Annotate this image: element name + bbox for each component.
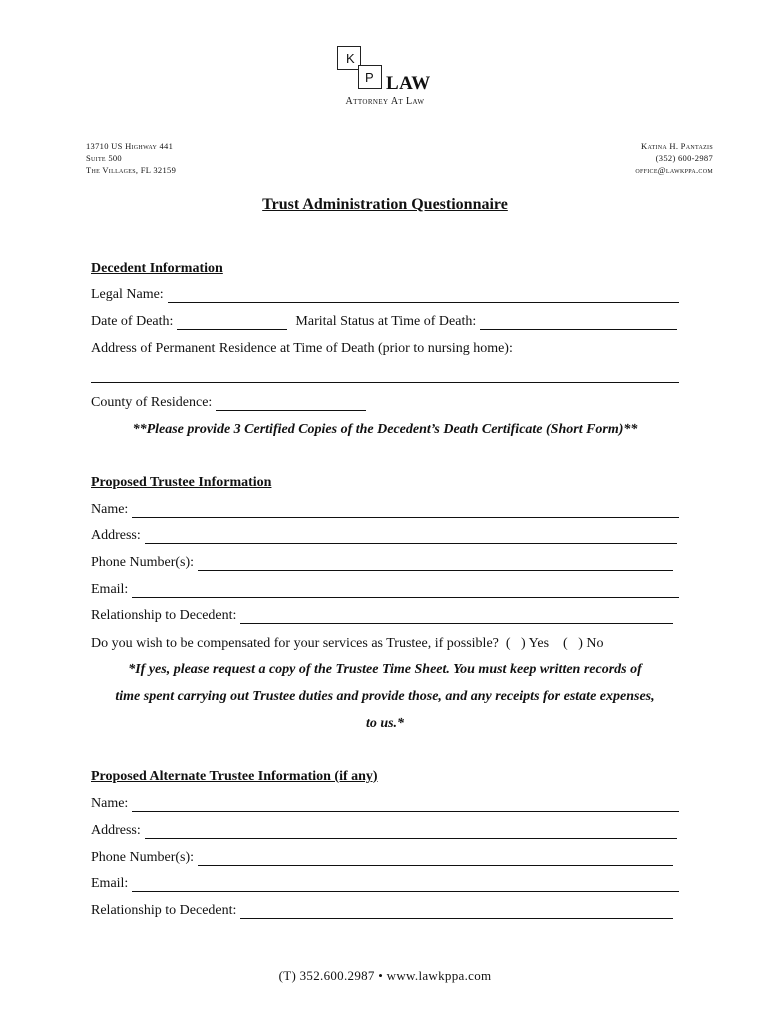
decedent-legal-name-row bbox=[91, 287, 679, 303]
alt-trustee-relationship-field[interactable] bbox=[240, 904, 673, 919]
attorney-name: Katina H. Pantazis bbox=[641, 141, 713, 151]
trustee-name-row bbox=[91, 502, 679, 518]
trustee-name-field[interactable] bbox=[132, 503, 679, 518]
trustee-address-row bbox=[91, 528, 677, 544]
trustee-email-field[interactable] bbox=[132, 583, 679, 598]
trustee-phone-label: Phone Number(s): bbox=[91, 555, 195, 570]
legal-name-label: Legal Name: bbox=[91, 287, 164, 302]
trustee-relationship-label: Relationship to Decedent: bbox=[91, 608, 237, 623]
trustee-email-row bbox=[91, 582, 679, 598]
alt-trustee-email-field[interactable] bbox=[132, 877, 679, 892]
alt-trustee-phone-field[interactable] bbox=[198, 851, 673, 866]
logo-letter-k: K bbox=[346, 51, 355, 66]
attorney-phone: (352) 600-2987 bbox=[655, 153, 713, 163]
alt-trustee-email-label: Email: bbox=[91, 876, 129, 891]
firm-tagline: Attorney At Law bbox=[345, 96, 425, 107]
alternate-trustee-section-heading: Proposed Alternate Trustee Information (if any) bbox=[91, 769, 378, 784]
marital-status-label: Marital Status at Time of Death: bbox=[295, 314, 477, 329]
alt-trustee-email-row bbox=[91, 876, 679, 892]
alt-trustee-address-row bbox=[91, 823, 677, 839]
trustee-phone-field[interactable] bbox=[198, 556, 673, 571]
address-line-3: The Villages, FL 32159 bbox=[86, 165, 177, 175]
trustee-relationship-row bbox=[91, 608, 673, 624]
county-field[interactable] bbox=[216, 396, 366, 411]
time-sheet-notice-line-3: to us.* bbox=[365, 716, 405, 731]
alt-trustee-relationship-label: Relationship to Decedent: bbox=[91, 903, 237, 918]
attorney-email: office@lawkppa.com bbox=[635, 165, 713, 175]
compensation-row bbox=[91, 636, 603, 652]
alt-trustee-address-label: Address: bbox=[91, 823, 141, 838]
alt-trustee-phone-label: Phone Number(s): bbox=[91, 850, 195, 865]
address-line-2: Suite 500 bbox=[86, 153, 122, 163]
decedent-death-row bbox=[91, 314, 677, 330]
trustee-address-field[interactable] bbox=[145, 529, 677, 544]
time-sheet-notice-line-2: time spent carrying out Trustee duties and provide those, and any receipts for estate expenses, bbox=[115, 689, 655, 704]
address-line-1: 13710 US Highway 441 bbox=[86, 141, 174, 151]
alt-trustee-relationship-row bbox=[91, 903, 673, 919]
decedent-section-heading: Decedent Information bbox=[91, 261, 223, 276]
permanent-residence-field[interactable] bbox=[91, 382, 679, 383]
page-footer: (T) 352.600.2987 • www.lawkppa.com bbox=[278, 968, 492, 983]
decedent-county-row bbox=[91, 395, 366, 411]
legal-name-field[interactable] bbox=[168, 288, 679, 303]
county-label: County of Residence: bbox=[91, 395, 213, 410]
trustee-name-label: Name: bbox=[91, 502, 129, 517]
logo-letter-p: P bbox=[365, 70, 374, 85]
alt-trustee-address-field[interactable] bbox=[145, 824, 677, 839]
date-of-death-field[interactable] bbox=[177, 315, 287, 330]
alt-trustee-phone-row bbox=[91, 850, 673, 866]
time-sheet-notice-line-1: *If yes, please request a copy of the Trustee Time Sheet. You must keep written records of bbox=[128, 662, 642, 677]
trustee-section-heading: Proposed Trustee Information bbox=[91, 475, 272, 490]
date-of-death-label: Date of Death: bbox=[91, 314, 174, 329]
trustee-address-label: Address: bbox=[91, 528, 141, 543]
trustee-relationship-field[interactable] bbox=[240, 609, 673, 624]
attorney-contact bbox=[635, 140, 713, 176]
permanent-residence-label: Address of Permanent Residence at Time of Death (prior to nursing home): bbox=[91, 341, 513, 356]
logo-law-text: LAW bbox=[386, 73, 431, 94]
decedent-address-row bbox=[91, 341, 513, 357]
document-title: Trust Administration Questionnaire bbox=[262, 196, 508, 213]
firm-logo bbox=[337, 46, 447, 94]
trustee-phone-row bbox=[91, 555, 673, 571]
compensation-question: Do you wish to be compensated for your services as Trustee, if possible? ( ) Yes ( ) No bbox=[91, 636, 604, 651]
alt-trustee-name-row bbox=[91, 796, 679, 812]
office-address bbox=[86, 140, 176, 176]
death-certificate-notice: **Please provide 3 Certified Copies of the Decedent’s Death Certificate (Short Form)** bbox=[132, 422, 638, 437]
alt-trustee-name-field[interactable] bbox=[132, 797, 679, 812]
alt-trustee-name-label: Name: bbox=[91, 796, 129, 811]
marital-status-field[interactable] bbox=[480, 315, 677, 330]
trustee-email-label: Email: bbox=[91, 582, 129, 597]
